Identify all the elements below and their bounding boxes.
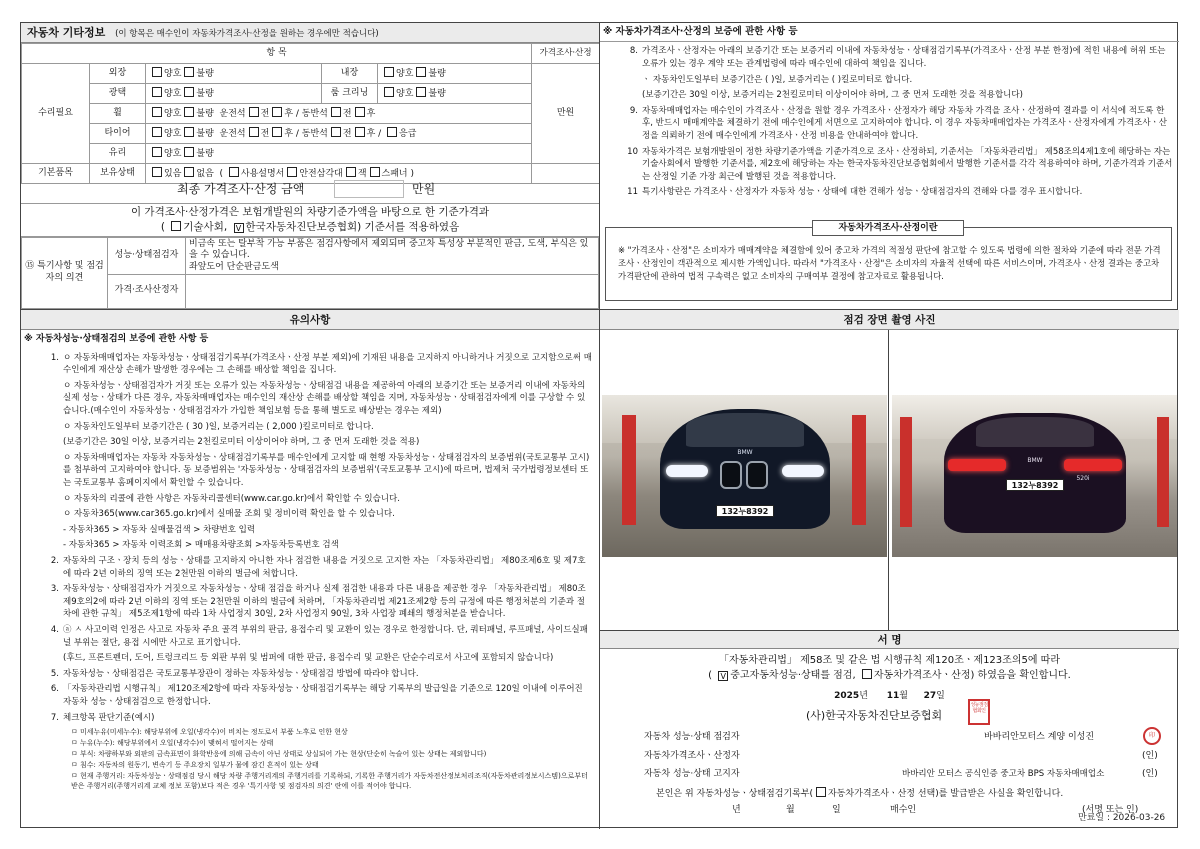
front-grille-left	[720, 461, 742, 489]
front-grille-right	[746, 461, 768, 489]
repair-label: 수리필요	[22, 64, 90, 164]
guarantee-price-item	[600, 89, 1173, 102]
guarantee-price-item	[600, 105, 1173, 143]
buyer-label: 매수인	[890, 805, 917, 815]
criteria-item: ㅁ 미세누유(미세누수): 해당부위에 오일(냉각수)이 비치는 정도로서 부품 노후로 인한 현상	[71, 728, 348, 737]
definition-text: ※ "가격조사ㆍ산정"은 소비자가 매매계약을 체결함에 있어 중고차 가격의 적절성 판단에 참고할 수 있도록 법령에 의한 절차와 기준에 따라 전문 가격조사ㆍ산정인이 객관적으로 제시한 가액입니다. 따라서 "가격조사ㆍ산정"은 소비자의 자율적 선택에 따른 서비스이며, 가격조사ㆍ산정 결과는 중고차 가격판단에 관하여 법적 구속력은 없고 소비자의 구매여부 결정에 참고자료로 활용됩니다.	[618, 245, 1161, 281]
confirm-price-checkbox[interactable]	[816, 787, 826, 797]
driver-label: 운전석	[219, 128, 246, 139]
inspector-name: 바바리안모터스 계양 이성진	[984, 732, 1095, 742]
front-car-photo	[602, 395, 887, 557]
rear-window	[976, 417, 1094, 447]
lift-post-right	[852, 415, 866, 525]
final-price-unit: 만원	[412, 182, 436, 196]
possession-options: 있음 없음 ( 사용설명서 안전삼각대 잭 스패너 )	[146, 164, 532, 184]
definition-box	[605, 223, 1172, 301]
lift-post-left	[622, 415, 636, 525]
front-label: 전	[260, 108, 270, 119]
tail-light-left	[948, 459, 1006, 471]
opinion-perf-text	[186, 238, 599, 275]
front-plate: 132누8392	[716, 505, 774, 517]
notes-item	[21, 712, 593, 725]
wheel-driver-front-checkbox[interactable]	[249, 107, 259, 117]
notes-item	[21, 539, 593, 552]
row-interior-options	[378, 64, 532, 84]
notes-item-number: 5.	[50, 668, 59, 679]
signature-org: (사)한국자동차진단보증협회	[806, 709, 943, 722]
date-month: 11	[886, 691, 900, 701]
opt-good-label: 양호	[164, 108, 182, 119]
notes-item-text: ㅇ 자동차인도일부터 보증기간은 ( 30 )일, 보증거리는 ( 2,000 )킬로미터로 합니다.	[63, 421, 374, 432]
other-info-note: (이 항목은 매수인이 자동차가격조사·산정을 원하는 경우에만 적습니다)	[115, 29, 379, 39]
photo-divider	[888, 330, 889, 630]
tire-pass-rear-checkbox[interactable]	[355, 127, 365, 137]
notes-item	[21, 555, 593, 580]
have-label: 있음	[164, 168, 182, 179]
opt-bad-label: 불량	[196, 108, 214, 119]
row-glass-label: 유리	[90, 144, 146, 164]
opt-bad-label: 불량	[196, 148, 214, 159]
notes-item-text: ㅇ 자동차매매업자는 자동차성능ㆍ상태점검기록부(가격조사ㆍ산정 부분 제외)에 기재된 내용을 고지하지 아니하거나 거짓으로 고지함으로써 매수인에게 재산상 손해가 발생한 경우에는 그 손해를 배상할 책임을 집니다.	[63, 352, 593, 376]
rear-label: 후 /	[284, 128, 302, 139]
roomclean-bad-checkbox[interactable]	[416, 87, 426, 97]
opinion-perf-label: 성능·상태점검자	[108, 238, 186, 275]
front-badge: BMW	[737, 449, 753, 456]
notifier-name: 바바리안 모터스 공식인증 중고차 BPS 자동차매매업소	[902, 769, 1105, 779]
row-interior-label: 내장	[322, 64, 378, 84]
notes-item-number: 7.	[50, 712, 59, 723]
notes-item-text: ㅇ 자동차매매업자는 자동차 자동차성능ㆍ상태점검기록부를 매수인에게 고지할 때 현행 자동차성능ㆍ상태점검자의 보증범위(국토교통부 고시)를 첨부하여 고지하여야 합니다. 동 보증범위는 '자동차성능ㆍ상태점검자의 보증범위'(국토교통부 고시)에 따르며, 법제처 국가법령정보센터 또는 국토교통부 홈페이지에서 확인할 수 있습니다.	[63, 452, 590, 489]
driver-label: 운전석	[219, 108, 246, 119]
criteria-item: ㅁ 현재 주행거리: 자동차성능ㆍ상태점검 당시 해당 차량 주행거리계의 주행거리를 기록하되, 기록한 주행거리가 자동차전산정보처리조직(자동차관리정보시스템)으로부터 받은 주행거리(주행거리계 교체 정보 포함)보다 적은 경우 '특기사항 및 점검자의 의견' 란에 이를 적어야 합니다.	[71, 772, 588, 791]
basis-kaa-checkbox[interactable]: V	[234, 223, 244, 233]
notes-item-number: 2.	[50, 556, 59, 566]
notes-item-text: ㅇ 자동차의 리콜에 관한 사항은 자동차리콜센터(www.car.go.kr)에서 확인할 수 있습니다.	[63, 493, 400, 504]
opt-good-label: 양호	[396, 68, 414, 79]
row-wheel-options	[146, 104, 532, 124]
wheel-pass-rear-checkbox[interactable]	[355, 107, 365, 117]
check-price-checkbox[interactable]	[862, 669, 872, 679]
manual-label: 사용설명서	[240, 168, 285, 179]
row-roomclean-options	[378, 84, 532, 104]
notes-item-text: ㅇ 자동차성능ㆍ상태점검자가 거짓 또는 오류가 있는 자동차성능ㆍ상태점검 내용을 제공하여 아래의 보증기간 또는 보증거리 이내에 자동차의 실제 성능ㆍ상태가 다른 경우, 자동차매매업자는 매수인의 재산상 손해를 배상할 책임을 지며, 자동차성능ㆍ상태점검자에게 이를 구상할 수 있습니다.(매수인이 자동차성능ㆍ상태점검자가 가입한 책임보험 등을 통해 별도로 배상받는 경우는 제외)	[63, 380, 586, 417]
notes-item	[21, 508, 593, 521]
guarantee-price-header: ※ 자동차가격조사·산정의 보증에 관한 사항 등	[600, 23, 1179, 42]
wheel-driver-rear-checkbox[interactable]	[272, 107, 282, 117]
buyer-month: 월	[786, 805, 795, 815]
notes-item	[21, 352, 593, 377]
none-label: 없음	[196, 168, 214, 179]
notes-item-text: (후드, 프론트펜더, 도어, 트렁크리드 등 외판 부위 및 범퍼에 대한 판금, 용접수리 및 교환은 단순수리로서 사고에 포함되지 않습니다)	[63, 653, 554, 664]
notes-item-number: 6.	[50, 684, 59, 695]
signature-date	[600, 691, 1179, 703]
notes-item-text: - 자동차365 > 자동차 이력조회 > 매매용차량조회 >자동차등록번호 검색	[63, 540, 339, 551]
jack-label: 잭	[357, 168, 367, 179]
wheel-bad-checkbox[interactable]	[184, 107, 194, 117]
interior-bad-checkbox[interactable]	[416, 67, 426, 77]
guarantee-price-item	[600, 186, 1173, 199]
tire-driver-rear-checkbox[interactable]	[272, 127, 282, 137]
row-glass-options	[146, 144, 532, 164]
guarantee-price-item	[600, 74, 1173, 87]
wheel-good-checkbox[interactable]	[152, 107, 162, 117]
notes-item-text: 「자동차관리법 시행규칙」 제120조제2항에 따라 자동차성능ㆍ상태점검기록부는 해당 기록부의 발급일을 기준으로 120일 이내에 이루어진 자동차 성능ㆍ상태점검으로 한정합니다.	[63, 684, 583, 707]
guarantee-price-item-text: 자동차가격은 보험개발원이 정한 차량기준가액을 기준가격으로 조사ㆍ산정하되, 기준서는 「자동차관리법」 제58조의4제1호에 해당하는 자는 기술사회에서 발행한 기준서를, 제2호에 해당하는 자는 한국자동차진단보증협회에서 발행한 기준서를 각각 적용하여야 하며, 기준가격과 기준서는 산정일 기준 가장 최근에 발행된 것을 적용합니다.	[642, 146, 1173, 182]
row-wheel-label: 휠	[90, 104, 146, 124]
interior-good-checkbox[interactable]	[384, 67, 394, 77]
notes-item-text: (보증기간은 30일 이상, 보증거리는 2천킬로미터 이상이어야 하며, 그 중 먼저 도래한 것을 적용)	[63, 437, 420, 448]
guarantee-price-list	[600, 42, 1179, 199]
final-price-label: 최종 가격조사·산정 금액	[177, 182, 305, 196]
guarantee-price-item-text: 특기사항란은 가격조사ㆍ산정자가 자동차 성능ㆍ상태에 대한 견해가 성능ㆍ상태점검자의 견해와 다를 경우 표시합니다.	[642, 187, 1083, 198]
check-performance-checkbox[interactable]: V	[718, 671, 728, 681]
notes-item	[21, 524, 593, 537]
basis-tech-label: 기술사회,	[183, 221, 228, 233]
notes-item-text: 자동차의 구조ㆍ장치 등의 성능ㆍ상태를 고지하지 아니한 자나 점검한 내용을 거짓으로 고지한 자는 「자동차관리법」 제80조제6호 및 제7호에 따라 2년 이하의 징역 또는 2천만원 이하의 벌금에 처합니다.	[63, 556, 586, 579]
triangle-label: 안전삼각대	[299, 168, 343, 179]
col-item-header: 항 목	[22, 44, 532, 64]
row-exterior-label: 외장	[90, 64, 146, 84]
rear-car-photo	[892, 395, 1177, 557]
date-day-unit: 일	[936, 691, 945, 701]
front-label: 전	[342, 108, 352, 119]
signature-law-line: 「자동차관리법」 제58조 및 같은 법 시행규칙 제120조ㆍ제123조의5에 따라	[718, 655, 1060, 666]
opt-bad-label: 불량	[196, 68, 214, 79]
signature-section	[600, 631, 1179, 829]
front-headlight-left	[666, 465, 708, 477]
opinion-label: ⑮ 특기사항 및 점검자의 의견	[22, 238, 108, 309]
rear-label: 후 /	[366, 128, 385, 139]
notes-item-text: 체크항목 판단기준(예시)	[63, 712, 155, 723]
notes-item	[21, 683, 593, 708]
notes-item-text: ㅇ 자동차365(www.car365.go.kr)에서 실매물 조회 및 정비이력 확인을 할 수 있습니다.	[63, 509, 395, 520]
emergency-label: 응급	[399, 128, 417, 139]
notes-item-text: ⓐ ㅅ 사고이력 인정은 사고로 자동차 주요 골격 부위의 판금, 용접수리 및 교환이 있는 경우로 한정합니다. 단, 쿼터패널, 루프패널, 사이드실패널 부위는 절단, 용접 시에만 사고로 표기합니다.	[63, 624, 588, 648]
basis-block	[21, 205, 599, 237]
confirm-line	[656, 787, 1063, 801]
row-tire-options	[146, 124, 532, 144]
notes-section	[21, 310, 599, 829]
notes-item-number: 1.	[50, 352, 59, 363]
row-gloss-options	[146, 84, 322, 104]
gloss-bad-checkbox[interactable]	[184, 87, 194, 97]
passenger-label: 동반석	[301, 108, 328, 119]
notifier-in: (인)	[1142, 769, 1158, 779]
criteria-item: ㅁ 침수: 자동차의 원동기, 변속기 등 주요장치 일부가 물에 잠긴 흔적이 있는 상태	[71, 761, 319, 770]
opinion-perf-text2: 좌앞도어 단순판금도색	[189, 261, 279, 272]
other-info-section	[21, 23, 599, 309]
guarantee-price-section	[600, 23, 1179, 309]
guarantee-price-item-text: ㆍ 자동차인도일부터 보증기간은 ( )일, 보증거리는 ( )킬로미터로 합니다.	[642, 74, 913, 85]
row-tire-label: 타이어	[90, 124, 146, 144]
notes-item	[21, 583, 593, 621]
opt-bad-label: 불량	[196, 128, 214, 139]
date-day: 27	[923, 691, 937, 701]
opt-bad-label: 불량	[428, 68, 446, 79]
notes-item	[21, 421, 593, 434]
criteria-list	[21, 727, 599, 791]
opinion-table	[21, 237, 599, 309]
inspector-label: 자동차 성능·상태 점검자	[644, 732, 740, 742]
tail-light-right	[1064, 459, 1122, 471]
rear-model: 520i	[1076, 475, 1090, 482]
rear-plate: 132누8392	[1006, 479, 1064, 491]
tire-good-checkbox[interactable]	[152, 127, 162, 137]
notes-item-text: - 자동차365 > 자동차 실매물검색 > 차량번호 입력	[63, 524, 256, 535]
basis-line1: 이 가격조사·산정가격은 보험개발원의 차량기준가액을 바탕으로 한 기준가격과	[130, 206, 490, 218]
rear-label: 후	[366, 108, 376, 119]
tire-bad-checkbox[interactable]	[184, 127, 194, 137]
signature-header: 서 명	[600, 631, 1179, 649]
front-headlight-right	[782, 465, 824, 477]
org-seal	[968, 699, 990, 725]
opt-bad-label: 불량	[428, 88, 446, 99]
notes-header: 유의사항	[21, 310, 599, 330]
price-unit: 만원	[532, 64, 599, 164]
definition-title: 자동차가격조사·산정이란	[812, 220, 964, 236]
notes-item-text: 자동차성능ㆍ상태점검은 국토교통부장관이 정하는 자동차성능ㆍ상태점검 방법에 따라야 합니다.	[63, 668, 419, 679]
col-price-header: 가격조사·산정	[532, 44, 599, 64]
row-exterior-options	[146, 64, 322, 84]
wheel-pass-front-checkbox[interactable]	[331, 107, 341, 117]
date-year: 2025	[834, 691, 860, 701]
opinion-price-label: 가격·조사산정자	[108, 274, 186, 308]
guarantee-price-item-number: 8.	[629, 46, 638, 57]
price-assessor-in: (인)	[1142, 751, 1158, 761]
glass-good-checkbox[interactable]	[152, 147, 162, 157]
confirm-post: 자동차가격조사ㆍ산정 선택)를 발급받은 사실을 확인합니다.	[828, 789, 1064, 799]
inspector-seal: 印	[1143, 727, 1161, 745]
signature-check-line: ( V 중고자동차성능·상태를 점검, 자동차가격조사ㆍ산정) 하였음을 확인합니다.	[708, 670, 1071, 681]
passenger-label: 동반석	[301, 128, 328, 139]
notes-item	[21, 436, 593, 449]
notes-item-text: 자동차성능ㆍ상태점검자가 거짓으로 자동차성능ㆍ상태 점검을 하거나 실제 점검한 내용과 다른 내용을 제공한 경우 「자동차관리법」 제80조제9호의2에 따라 2년 이하의 징역 또는 2천만원 이하의 벌금에 처하며, 「자동차관리법 제21조제2항 등의 규정에 따른 행정처분의 기준과 절차에 관한 규칙」 제5조제1항에 따라 1차 사업정지 30일, 2차 사업정지 90일, 3차 사업장 폐쇄의 행정처분을 받습니다.	[63, 584, 586, 620]
notes-item	[21, 624, 593, 649]
guarantee-price-item-number: 11	[627, 187, 638, 198]
notes-item-number: 4.	[50, 624, 59, 635]
date-month-unit: 월	[899, 691, 908, 701]
other-info-title: 자동차 기타정보	[27, 26, 106, 39]
notes-item	[21, 452, 593, 490]
notes-sub-header: ※ 자동차성능·상태점검의 보증에 관한 사항 등	[24, 334, 209, 344]
lift-post-left	[900, 417, 912, 527]
front-label: 전	[260, 128, 270, 139]
guarantee-price-item-text: (보증기간은 30일 이상, 보증거리는 2천킬로미터 이상이어야 하며, 그 중 먼저 도래한 것을 적용합니다)	[642, 90, 1023, 101]
basis-line2: ( 기술사회, V 한국자동차진단보증협회) 기준서를 적용하였음	[160, 221, 460, 233]
opt-good-label: 양호	[396, 88, 414, 99]
basic-items-label: 기본품목	[22, 164, 90, 184]
opt-good-label: 양호	[164, 148, 182, 159]
tire-pass-front-checkbox[interactable]	[331, 127, 341, 137]
opinion-price-text	[186, 274, 599, 308]
exterior-bad-checkbox[interactable]	[184, 67, 194, 77]
basis-kaa-label: 한국자동차진단보증협회	[245, 221, 358, 233]
inspection-record-page	[20, 22, 1178, 828]
guarantee-price-item	[600, 146, 1173, 184]
guarantee-price-item-text: 자동차매매업자는 매수인이 가격조사ㆍ산정을 원할 경우 가격조사ㆍ산정자가 해당 자동차 가격을 조사ㆍ산정하여 결과를 이 서식에 적도록 한 후, 반드시 매매계약을 체결하기 전에 매수인에게 서면으로 고지하여야 합니다. 이 경우 자동차매매업자는 가격조사ㆍ산정자에게 가격조사ㆍ산정을 의뢰하기 전에 매수인에게 가격조사ㆍ산정 비용을 안내하여야 합니다.	[642, 105, 1167, 141]
buyer-year: 년	[732, 805, 741, 815]
criteria-item: ㅁ 누유(누수): 해당부위에서 오일(냉각수)이 맺혀서 떨어지는 상태	[71, 739, 274, 748]
notes-item	[21, 493, 593, 506]
basis-tech-checkbox[interactable]	[171, 221, 181, 231]
photos-header: 점검 장면 촬영 사진	[600, 310, 1179, 330]
opt-bad-label: 불량	[196, 88, 214, 99]
front-windshield	[686, 413, 804, 447]
guarantee-price-item	[600, 45, 1173, 70]
tire-emergency-checkbox[interactable]	[387, 127, 397, 137]
front-label: 전	[342, 128, 352, 139]
criteria-item: ㅁ 부식: 차량하부와 외판의 금속표면이 화학반응에 의해 금속이 아닌 상태로 상실되어 가는 현상(단순히 녹슬어 있는 상태는 제외합니다)	[71, 750, 487, 759]
roomclean-good-checkbox[interactable]	[384, 87, 394, 97]
basis-tail: 기준서를 적용하였음	[364, 221, 460, 233]
guarantee-price-item-number: 9.	[629, 105, 638, 116]
guarantee-price-item-number: 10	[627, 146, 638, 157]
final-price-row	[21, 176, 599, 204]
expiry-date: 만료일 : 2026-03-26	[1078, 813, 1166, 823]
notes-item	[21, 380, 593, 418]
guarantee-price-item-text: 가격조사ㆍ산정자는 아래의 보증기간 또는 보증거리 이내에 자동차성능ㆍ상태점검기록부(가격조사ㆍ산정 부분 한정)에 적힌 내용에 허위 또는 오류가 있는 경우 계약 또는 관계법령에 따라 매수인에 대하여 책임을 집니다.	[642, 46, 1166, 69]
rear-label: 후 /	[284, 108, 302, 119]
check-price-label: 자동차가격조사ㆍ산정) 하였음을 확인합니다.	[873, 670, 1071, 681]
final-price-input[interactable]	[334, 180, 404, 198]
lift-post-right	[1157, 417, 1169, 527]
opt-good-label: 양호	[164, 68, 182, 79]
opt-good-label: 양호	[164, 88, 182, 99]
date-year-unit: 년	[859, 691, 868, 701]
price-assessor-label: 자동차가격조사ㆍ산정자	[644, 751, 740, 761]
notes-list	[21, 352, 599, 724]
notes-item	[21, 668, 593, 681]
other-info-header	[21, 23, 599, 43]
rear-badge: BMW	[1027, 457, 1043, 464]
check-performance-label: 중고자동차성능·상태를 점검,	[730, 670, 856, 681]
org-seal-text: 성능점검협회인	[970, 702, 988, 714]
exterior-good-checkbox[interactable]	[152, 67, 162, 77]
buyer-sign: (서명 또는 인)	[1082, 805, 1139, 815]
notes-item-number: 3.	[50, 584, 59, 595]
spanner-label: 스패너	[381, 168, 408, 179]
gloss-good-checkbox[interactable]	[152, 87, 162, 97]
notes-item	[21, 652, 593, 665]
buyer-day: 일	[832, 805, 841, 815]
possession-label: 보유상태	[90, 164, 146, 184]
other-info-table	[21, 43, 599, 184]
glass-bad-checkbox[interactable]	[184, 147, 194, 157]
row-roomclean-label: 룸 크리닝	[322, 84, 378, 104]
photos-section	[600, 310, 1179, 630]
notifier-label: 자동차 성능·상태 고지자	[644, 769, 740, 779]
opt-good-label: 양호	[164, 128, 182, 139]
row-gloss-label: 광택	[90, 84, 146, 104]
opinion-perf-text1: 비금속 또는 탈부착 가능 부품은 점검사항에서 제외되며 중고차 특성상 부분적인 판금, 도색, 부식은 있을 수 있습니다.	[189, 239, 589, 261]
tire-driver-front-checkbox[interactable]	[249, 127, 259, 137]
confirm-pre: 본인은 위 자동차성능ㆍ상태점검기록부(	[656, 789, 814, 799]
